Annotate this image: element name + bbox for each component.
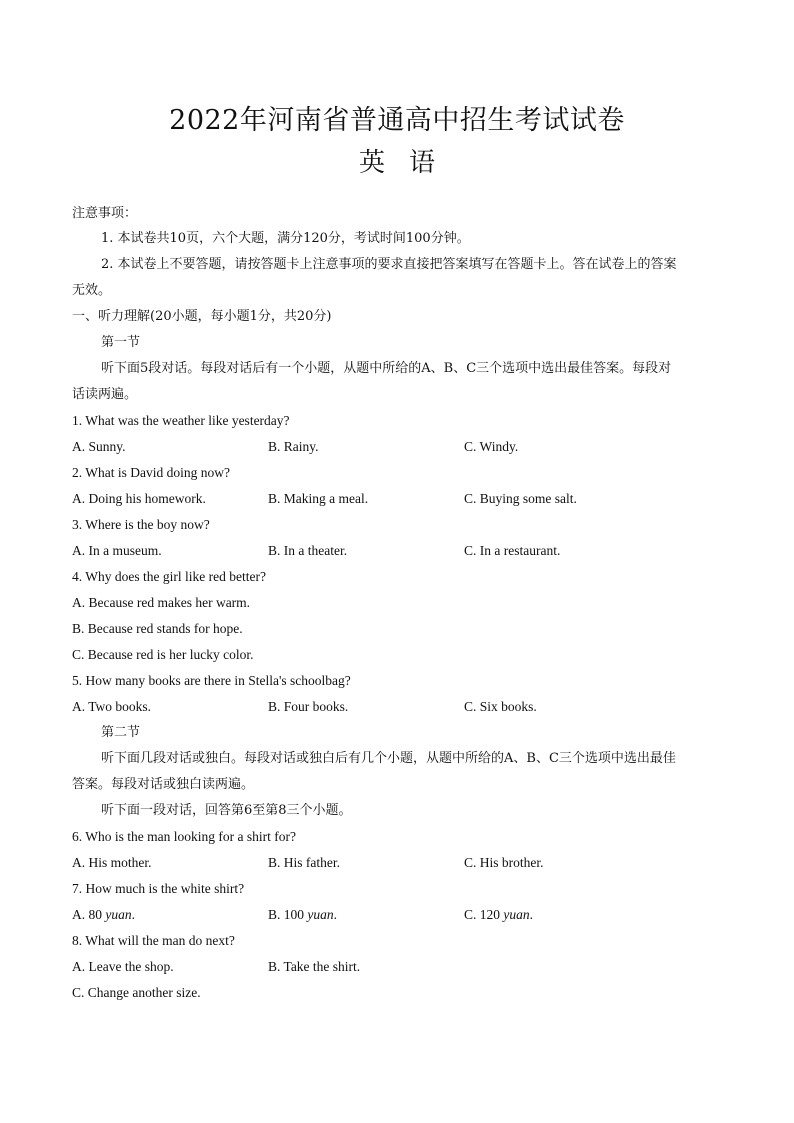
option-7a [72,906,135,924]
option-7c [464,906,533,924]
section1-instruction-line-1: 听下面5段对话。每段对话后有一个小题，从题中所给的A、B、C三个选项中选出最佳答案。每段对 [101,361,672,376]
option-5c: C. Six books. [464,699,537,714]
option-7a-dot: . [131,907,135,922]
section2-heading: 第二节 [101,725,141,740]
question-2: 2. What is David doing now? [72,465,230,480]
notes-item-2-line-2: 无效。 [72,283,112,298]
option-6c: C. His brother. [464,855,544,870]
option-5a: A. Two books. [72,699,152,714]
option-2c: C. Buying some salt. [464,491,577,506]
option-2b: B. Making a meal. [268,491,369,506]
option-5b: B. Four books. [268,699,349,714]
option-7b-amount: B. 100 [268,907,308,922]
option-1b: B. Rainy. [268,439,319,454]
option-8a: A. Leave the shop. [72,959,174,974]
option-3c: C. In a restaurant. [464,543,561,558]
option-7b-unit: yuan [307,907,334,922]
option-7c-unit: yuan [503,907,530,922]
option-7b-dot: . [333,907,338,922]
section1-instruction-line-2: 话读两遍。 [72,387,138,402]
question-7: 7. How much is the white shirt? [72,881,245,896]
option-7c-dot: . [529,907,534,922]
option-3a: A. In a museum. [72,543,162,558]
option-8c: C. Change another size. [72,985,201,1000]
part1-heading: 一、听力理解(20小题，每小题1分，共20分) [72,309,332,324]
notes-heading: 注意事项： [72,206,138,221]
question-8: 8. What will the man do next? [72,933,235,948]
option-4a: A. Because red makes her warm. [72,595,251,610]
option-7c-amount: C. 120 [464,907,504,922]
option-3b: B. In a theater. [268,543,348,558]
section2-instruction-line-1: 听下面几段对话或独白。每段对话或独白后有几个小题，从题中所给的A、B、C三个选项中选出最佳 [101,751,676,766]
option-1c: C. Windy. [464,439,519,454]
option-4c: C. Because red is her lucky color. [72,647,254,662]
option-6b: B. His father. [268,855,340,870]
section1-heading: 第一节 [101,335,141,350]
notes-item-2-line-1: 2. 本试卷上不要答题，请按答题卡上注意事项的要求直接把答案填写在答题卡上。答在试卷上的答案 [101,257,677,272]
question-6: 6. Who is the man looking for a shirt for? [72,829,296,844]
question-5: 5. How many books are there in Stella's schoolbag? [72,673,351,688]
option-8b: B. Take the shirt. [268,959,361,974]
section2-sub-instruction: 听下面一段对话，回答第6至第8三个小题。 [101,803,352,818]
section2-instruction-line-2: 答案。每段对话或独白读两遍。 [72,777,255,792]
question-1: 1. What was the weather like yesterday? [72,413,290,428]
option-7a-unit: yuan [105,907,132,922]
exam-title: 2022年河南省普通高中招生考试试卷 [169,105,625,136]
option-7b [268,906,337,924]
option-2a: A. Doing his homework. [72,491,206,506]
option-4b: B. Because red stands for hope. [72,621,243,636]
question-4: 4. Why does the girl like red better? [72,569,266,584]
notes-item-1: 1. 本试卷共10页，六个大题，满分120分，考试时间100分钟。 [101,231,470,246]
exam-subject: 英语 [358,148,459,178]
option-7a-amount: A. 80 [72,907,106,922]
question-3: 3. Where is the boy now? [72,517,210,532]
option-1a: A. Sunny. [72,439,126,454]
option-6a: A. His mother. [72,855,152,870]
